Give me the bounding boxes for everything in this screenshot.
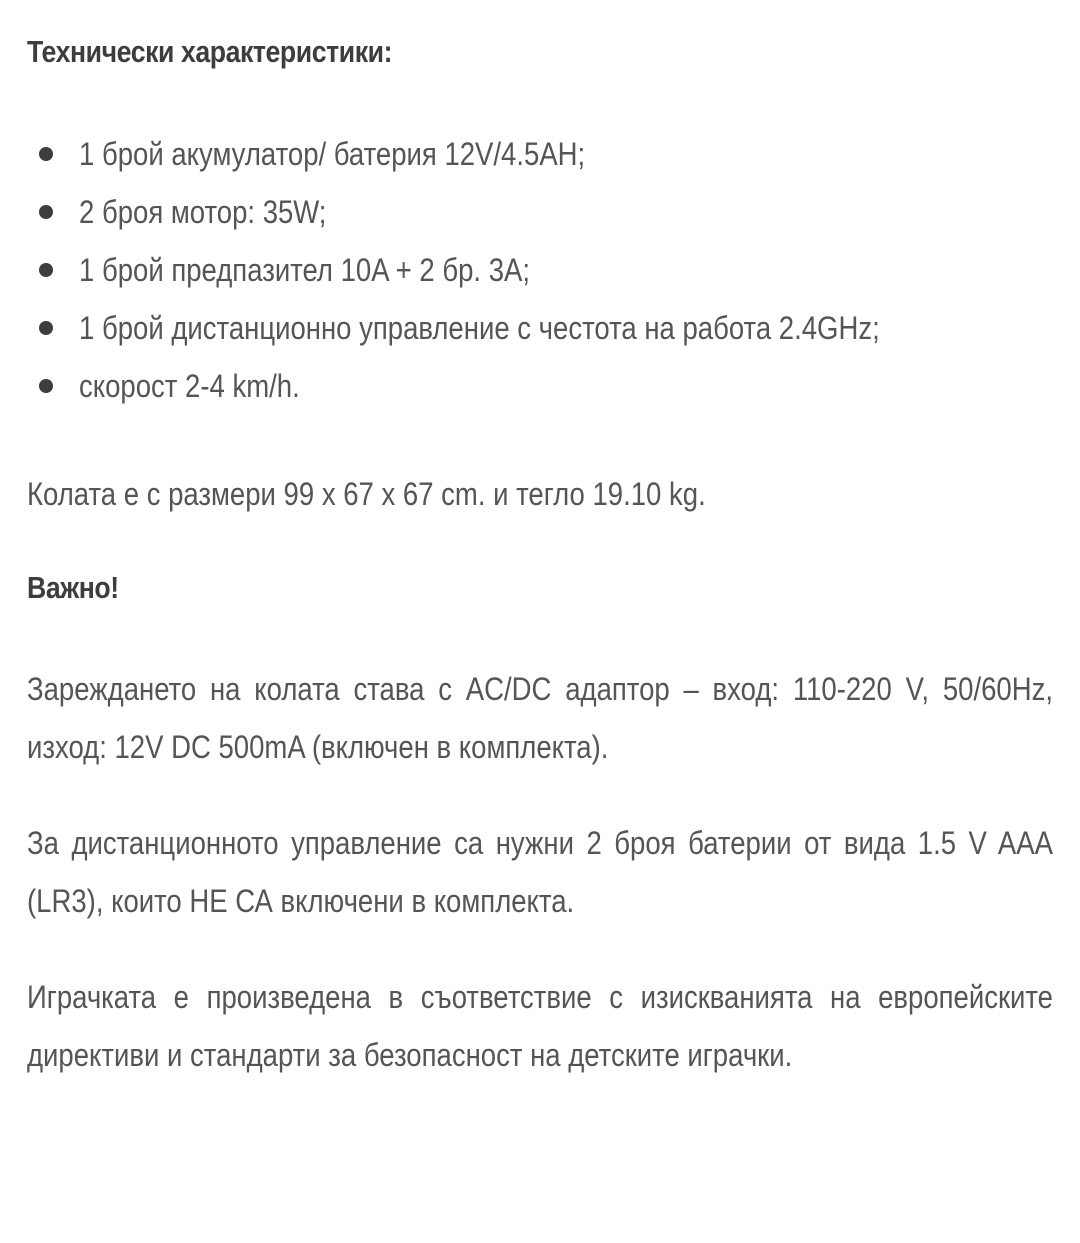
important-heading: Важно! — [27, 570, 119, 605]
spec-text: 2 броя мотор: 35W; — [79, 194, 327, 230]
charging-paragraph: Зареждането на колата става с AC/DC адаптор – вход: 110-220 V, 50/60Hz, изход: 12V DC 500mA (включен в комплекта). — [27, 671, 1053, 765]
bullet-icon — [39, 147, 53, 161]
remote-batteries-paragraph: За дистанционното управление са нужни 2 броя батерии от вида 1.5 V AAA (LR3), които НЕ СА включени в комплекта. — [27, 825, 1053, 919]
bullet-icon — [39, 379, 53, 393]
spec-text: скорост 2-4 km/h. — [79, 368, 300, 404]
compliance-paragraph: Играчката е произведена в съответствие с изискванията на европейските директиви и стандарти за безопасност на детските играчки. — [27, 979, 1053, 1073]
spec-text: 1 брой акумулатор/ батерия 12V/4.5AH; — [79, 136, 586, 172]
specs-heading: Технически характеристики: — [27, 34, 393, 69]
bullet-icon — [39, 321, 53, 335]
spec-text: 1 брой предпазител 10A + 2 бр. 3A; — [79, 252, 531, 288]
bullet-icon — [39, 205, 53, 219]
spec-text: 1 брой дистанционно управление с честота на работа 2.4GHz; — [79, 310, 880, 346]
size-paragraph — [27, 465, 1053, 523]
size-text: Колата е с размери 99 x 67 x 67 cm. и тегло 19.10 kg. — [27, 476, 706, 512]
bullet-icon — [39, 263, 53, 277]
